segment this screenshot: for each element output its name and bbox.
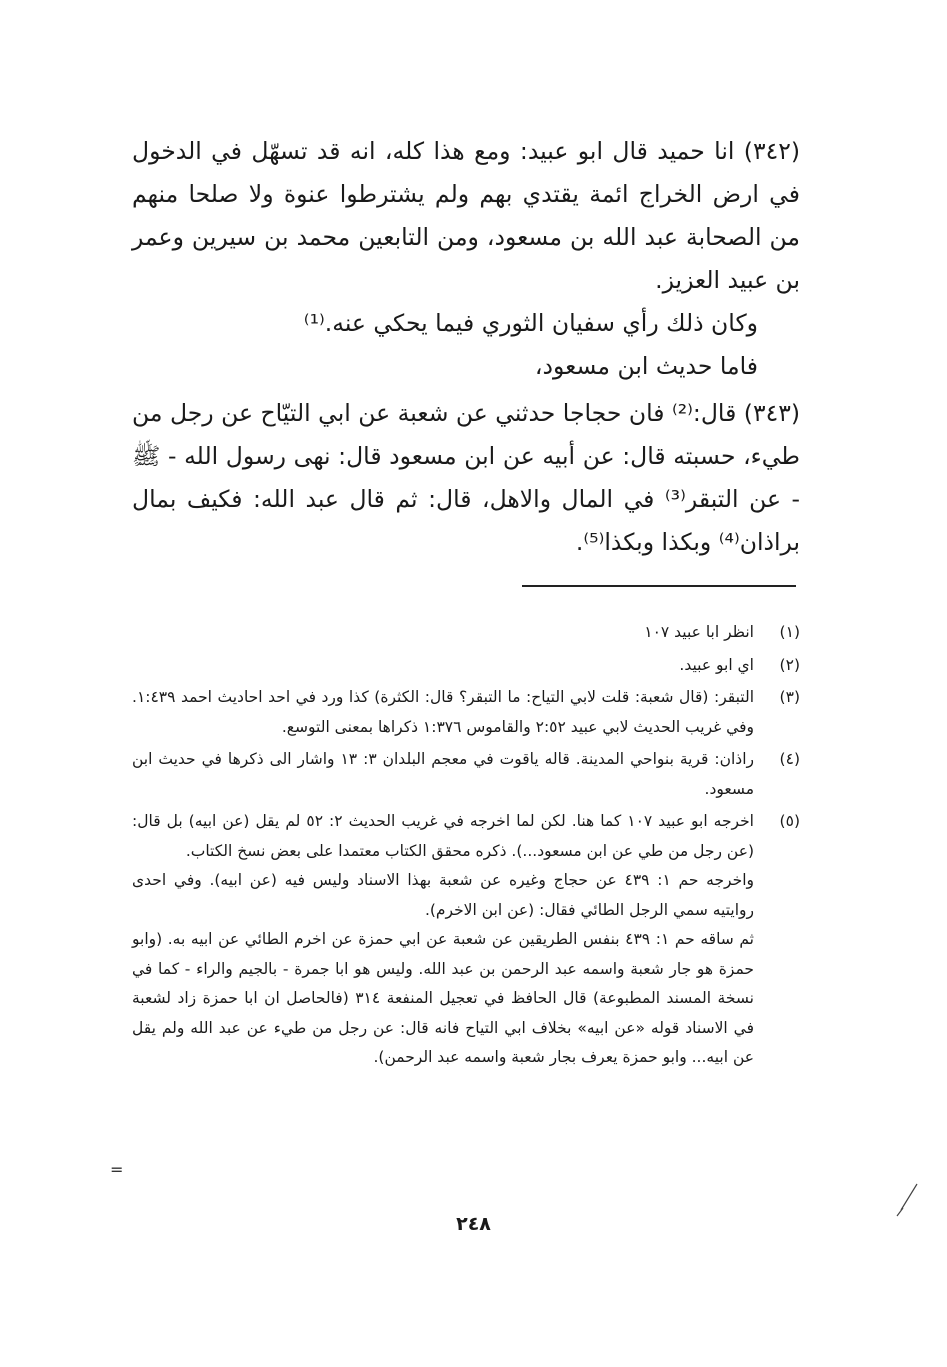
footnote-body <box>132 618 754 648</box>
footnote-body <box>132 683 754 742</box>
footnote-text: انظر ابا عبيد ١٠٧ <box>644 623 754 641</box>
footnote-text: واخرجه حم ١: ٤٣٩ عن حجاج وغيره عن شعبة بهذا الاسناد وليس فيه (عن ابيه). وفي احدى روايتيه سمي الرجل الطائي فقال: (عن ابن الاخرم). <box>132 871 754 919</box>
footnotes <box>132 618 800 1076</box>
footnote-number: (٤) <box>779 750 800 768</box>
footnote-1 <box>132 618 800 648</box>
footnote-number: (٣) <box>779 688 800 706</box>
footnote-text: ثم ساقه حم ١: ٤٣٩ بنفس الطريقين عن شعبة عن ابي حمزة عن اخرم الطائي عن ابيه به. (وابو حمزة هو جار شعبة واسمه عبد الرحمن بن عبد الله. وليس هو ابا جمرة - بالجيم والراء - كما في نسخة المسند المطبوعة) قال الحافظ في تعجيل المنفعة ٣١٤ (فالحاصل ان ابا حمزة زاد لشعبة في الاسناد قوله «عن ابيه» بخلاف ابي التياح فانه قال: عن رجل من طيء عن عبد الله ولم يقل عن ابيه... وابو حمزة يعرف بجار شعبة واسمه عبد الرحمن). <box>132 930 754 1066</box>
footnote-text: اي ابو عبيد. <box>679 655 754 674</box>
main-text <box>132 130 800 564</box>
footnote-2 <box>132 651 800 681</box>
footnote-5 <box>132 807 800 1073</box>
footnote-body <box>132 651 754 681</box>
paragraph-343: (٣٤٣) قال:⁽²⁾ فان حجاجا حدثني عن شعبة عن ابي التيّاح عن رجل من طيء، حسبته قال: عن أبيه عن ابن مسعود قال: نهى رسول الله - ﷺ - عن التبقر⁽³⁾ في المال والاهل، قال: ثم قال عبد الله: فكيف بمال براذان⁽⁴⁾ وبكذا وبكذا⁽⁵⁾. <box>132 399 800 556</box>
footnote-4 <box>132 745 800 804</box>
footnote-text: راذان: قرية بنواحي المدينة. قاله ياقوت في معجم البلدان ٣: ١٣ واشار الى ذكرها في حديث ابن مسعود. <box>132 750 755 798</box>
margin-mark: = <box>110 1160 124 1179</box>
footnote-3 <box>132 683 800 742</box>
footnote-number: (٥) <box>779 812 800 830</box>
footnote-number: (٢) <box>779 655 800 674</box>
page-number: ٢٤٨ <box>456 1213 491 1235</box>
footnote-text: اخرجه ابو عبيد ١٠٧ كما هنا. لكن لما اخرجه في غريب الحديث ٢: ٥٢ لم يقل (عن ابيه) بل قال: (عن رجل من طي عن ابن مسعود...). ذكره محقق الكتاب معتمدا على بعض نسخ الكتاب. <box>132 812 754 860</box>
paragraph-ibn-masud: فاما حديث ابن مسعود، <box>534 352 758 380</box>
footnote-text: التبقر: (قال شعبة: قلت لابي التياح: ما التبقر؟ قال: الكثرة) كذا ورد في احد احاديث احمد ١:٤٣٩. وفي غريب الحديث لابي عبيد ٢:٥٢ والقاموس ١:٣٧٦ ذكراها بمعنى التوسع. <box>132 688 754 736</box>
paragraph-342: (٣٤٢) انا حميد قال ابو عبيد: ومع هذا كله، انه قد تسهّل في الدخول في ارض الخراج ائمة يقتدي بهم ولم يشترطوا عنوة ولا صلحا منهم من الصحابة عبد الله بن مسعود، ومن التابعين محمد بن سيرين وعمر بن عبيد العزيز. <box>132 137 800 294</box>
footnote-number: (١) <box>779 623 800 641</box>
footnote-separator <box>522 585 796 587</box>
paragraph-thawri: وكان ذلك رأي سفيان الثوري فيما يحكي عنه.⁽¹⁾ <box>303 309 758 337</box>
footnote-body <box>132 745 754 804</box>
footnote-body <box>132 807 754 1073</box>
